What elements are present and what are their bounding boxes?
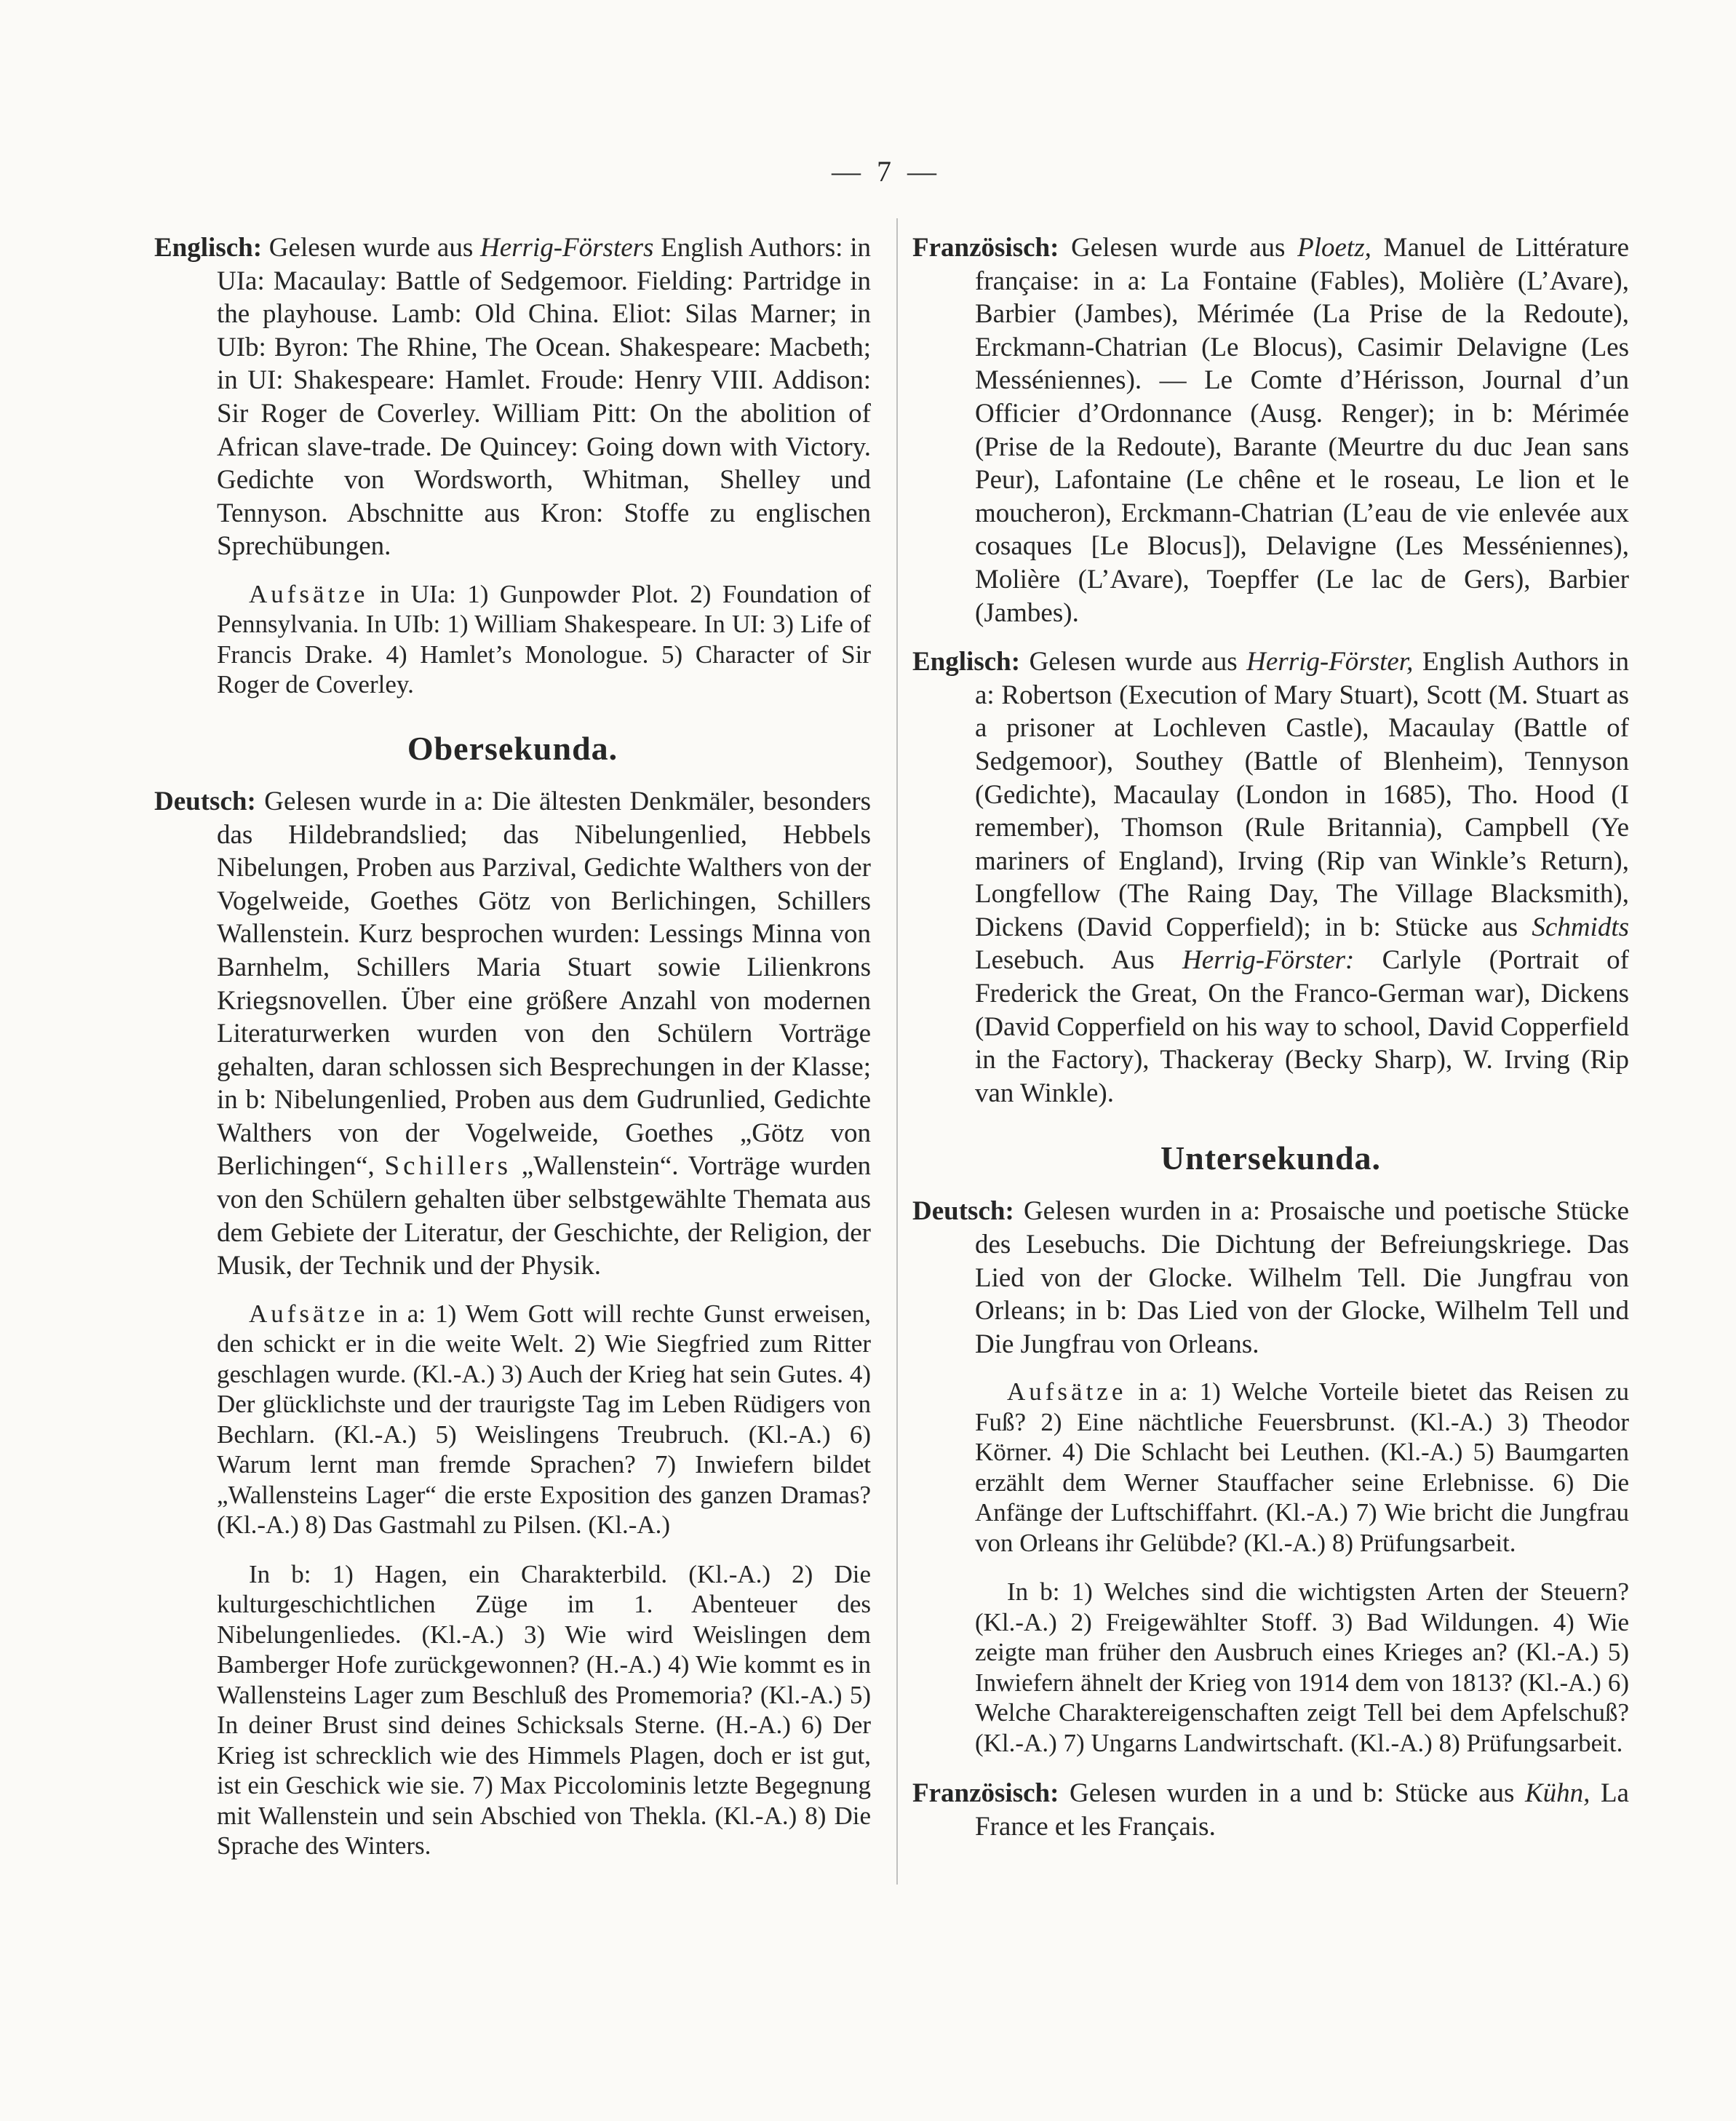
paragraph-text: Gelesen wurde aus [268,233,480,263]
section-heading: Obersekunda. [407,729,618,767]
paragraph [912,1195,1629,1361]
book-title: Ploetz, [1297,233,1371,263]
paragraph [912,231,1629,629]
paragraph-text: in UIa: 1) Gunpowder Plot. 2) Foundation of Pennsylvania. In UIb: 1) William Shakespeare. In UI: 3) Life of Francis Drake. 4) Hamlet’s Monologue. 5) Character of Sir Roger de Coverley. [217,579,871,699]
paragraph-text: Gelesen wurde in a: Die ältesten Denkmäler, besonders das Hildebrandslied; das Nibelungenlied, Hebbels Nibelungen, Proben aus Parzival, Gedichte Walthers von der Vogelweide, Goethes Götz von Berlichingen, Schillers Wallenstein. Kurz besprochen wurden: Lessings Minna von Barnhelm, Schillers Maria Stuart sowie Lilienkrons Kriegsnovellen. Über eine größere Anzahl von modernen Literaturwerken wurden von den Schülern Vorträge gehalten, daran schlossen sich Besprechungen in der Klasse; in b: Nibelungenlied, Proben aus dem Gudrunlied, Gedichte Walthers von der Vogelweide, Goethes „Götz von Berlichingen“, [217,786,872,1182]
spaced-label: Aufsätze [1007,1377,1127,1406]
paragraph-text: in a: 1) Welche Vorteile bietet das Reisen zu Fuß? 2) Eine nächtliche Feuersbrunst. (Kl.-A.) 3) Theodor Körner. 4) Die Schlacht bei Leuthen. (Kl.-A.) 5) Baumgarten erzählt dem Werner Stauffacher seine Erlebnisse. 6) Die Anfänge der Luftschiffahrt. (Kl.-A.) 7) Wie bricht die Jungfrau von Orleans ihr Gelübde? (Kl.-A.) 8) Prüfungsarbeit. [975,1377,1629,1557]
spaced-label: Aufsätze [249,579,369,608]
subject-label: Deutsch: [912,1196,1024,1227]
paragraph-text: In b: 1) Welches sind die wichtigsten Arten der Steuern? (Kl.-A.) 2) Freigewählter Stoff. 3) Bad Wildungen. 4) Wie zeigte man früher den Ausbruch eines Krieges an? (Kl.-A.) 5) Inwiefern ähnelt der Krieg von 1914 dem von 1813? (Kl.-A.) 6) Welche Charaktereigenschaften zeigt Tell bei dem Apfelschuß? (Kl.-A.) 7) Ungarns Landwirtschaft. (Kl.-A.) 8) Prüfungsarbeit. [975,1577,1629,1757]
paragraph [154,231,871,563]
section-heading: Untersekunda. [1160,1139,1382,1177]
spaced-label: Schillers [384,1151,511,1182]
paragraph [912,1577,1629,1758]
paragraph-text: La France et les Français. [975,1778,1629,1842]
page-number: — 7 — [832,155,941,188]
paragraph [912,1777,1629,1843]
paragraph-text: English Authors in a: Robertson (Execution of Mary Stuart), Scott (M. Stuart as a prisoner at Lochleven Castle), Macaulay (Battle of Sedgemoor), Southey (Battle of Blenheim), Tennyson (Gedichte), Macaulay (London in 1685), Tho. Hood (I remember), Thomson (Rule Britannia), Campbell (Ye mariners of England), Irving (Rip van Winkle’s Return), Longfellow (The Raing Day, The Village Blacksmith), Dickens (David Copperfield); in b: Stücke aus [975,647,1629,942]
book-title: Herrig-Förster, [1246,647,1414,677]
right-column [912,231,1629,1860]
subject-label: Englisch: [912,647,1030,677]
paragraph-text: „Wallenstein“. Vorträge wurden von den Schülern gehalten über selbstgewählte Themata aus dem Gebiete der Literatur, der Geschichte, der Religion, der Musik, der Technik und der Physik. [217,1151,871,1281]
paragraph [154,1559,871,1861]
paragraph-text: in a: 1) Wem Gott will rechte Gunst erweisen, den schickt er in die weite Welt. 2) Wie Siegfried zum Ritter geschlagen wurde. (Kl.-A.) 3) Auch der Krieg hat sein Gutes. 4) Der glücklichste und der traurigste Tag im Leben Rüdigers von Bechlarn. (Kl.-A.) 5) Weislingens Treubruch. (Kl.-A.) 6) Warum lernt man fremde Sprachen? 7) Inwiefern bildet „Wallensteins Lager“ die erste Exposition des ganzen Dramas? (Kl.-A.) 8) Das Gastmahl zu Pilsen. (Kl.-A.) [217,1299,871,1540]
left-column [154,231,871,1880]
paragraph [154,579,871,700]
book-title: Kühn, [1524,1778,1590,1809]
paragraph [154,1299,871,1540]
paragraph-text: Manuel de Littérature française: in a: La Fontaine (Fables), Molière (L’Avare), Barbier (Jambes), Mérimée (La Prise de la Redoute), Erckmann-Chatrian (Le Blocus), Casimir Delavigne (Les Messéniennes). — Le Comte d’Hérisson, Journal d’un Officier d’Ordonnance (Ausg. Renger); in b: Mérimée (Prise de la Redoute), Barante (Meurtre du duc Jean sans Peur), Lafontaine (Le chêne et le roseau, Le lion et le moucheron), Erckmann-Chatrian (L’eau de vie enlevée aux cosaques [Le Blocus]), Delavigne (Les Messéniennes), Molière (L’Avare), Toepffer (Le lac de Gers), Barbier (Jambes). [975,233,1629,628]
paragraph-text: Gelesen wurde aus [1029,647,1247,677]
spaced-label: Aufsätze [249,1299,369,1328]
paragraph [912,1377,1629,1558]
paragraph-text: Gelesen wurde aus [1071,233,1298,263]
subject-label: Französisch: [912,1778,1070,1809]
column-divider [896,218,898,1885]
paragraph-text: English Authors: in UIa: Macaulay: Battle of Sedgemoor. Fielding: Partridge in the playhouse. Lamb: Old China. Eliot: Silas Marner; in UIb: Byron: The Rhine, The Ocean. Shakespeare: Macbeth; in UI: Shakespeare: Hamlet. Froude: Henry VIII. Addison: Sir Roger de Coverley. William Pitt: On the abolition of African slave-trade. De Quincey: Going down with Victory. Gedichte von Wordsworth, Whitman, Shelley und Tennyson. Abschnitte aus Kron: Stoffe zu englischen Sprechübungen. [217,233,871,562]
paragraph-text: Gelesen wurden in a und b: Stücke aus [1069,1778,1525,1809]
book-title: Herrig-Försters [480,233,654,263]
paragraph-text: Lesebuch. Aus [975,945,1182,976]
subject-label: Deutsch: [154,786,265,816]
subject-label: Französisch: [912,233,1072,263]
subject-label: Englisch: [154,233,269,263]
book-title: Herrig-Förster: [1182,945,1355,976]
paragraph [912,645,1629,1110]
paragraph-text: Gelesen wurden in a: Prosaische und poetische Stücke des Lesebuchs. Die Dichtung der Befreiungskriege. Das Lied von der Glocke. Wilhelm Tell. Die Jungfrau von Orleans; in b: Das Lied von der Glocke, Wilhelm Tell und Die Jungfrau von Orleans. [975,1196,1629,1359]
book-title: Schmidts [1532,912,1629,942]
paragraph [154,785,871,1283]
paragraph-text: In b: 1) Hagen, ein Charakterbild. (Kl.-A.) 2) Die kulturgeschichtlichen Züge im 1. Abenteuer des Nibelungenliedes. (Kl.-A.) 3) Wie wird Weislingen dem Bamberger Hofe zurückgewonnen? (H.-A.) 4) Wie kommt es in Wallensteins Lager zum Beschluß des Promemoria? (Kl.-A.) 5) In deiner Brust sind deines Schicksals Sterne. (H.-A.) 6) Der Krieg ist schrecklich wie des Himmels Plagen, doch er ist gut, ist ein Geschick wie sie. 7) Max Piccolominis letzte Begegnung mit Wallenstein und sein Abschied von Thekla. (Kl.-A.) 8) Die Sprache des Winters. [217,1559,871,1861]
paragraph-text: Carlyle (Portrait of Frederick the Great, On the Franco-German war), Dickens (David Copperfield on his way to school, David Copperfield in the Factory), Thackeray (Becky Sharp), W. Irving (Rip van Winkle). [975,945,1629,1108]
